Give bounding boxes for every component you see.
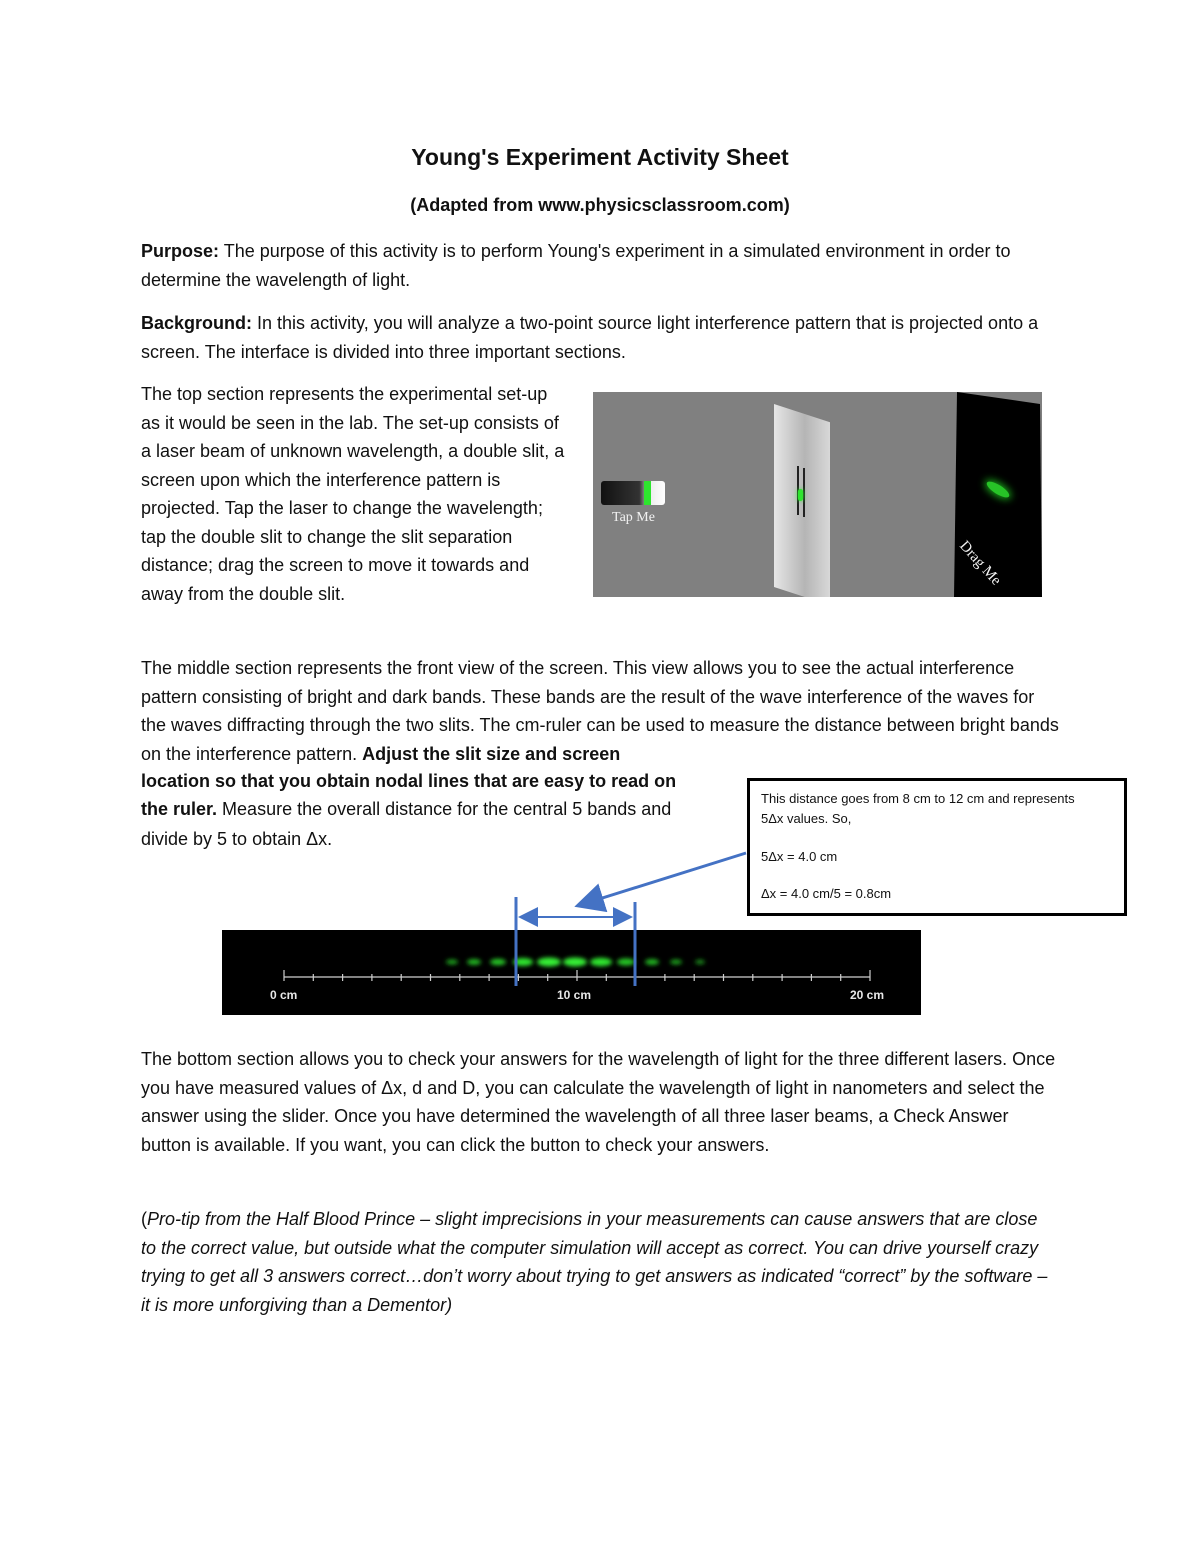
band: [590, 958, 612, 966]
top-section-paragraph: The top section represents the experimental set-up as it would be seen in the lab. The set-up consists of a laser beam of unknown wavelength, a double slit, a screen upon which the interference pattern is projected. Tap the laser to change the wavelength; tap the double slit to change the slit separation distance; drag the screen to move it towards and away from the double slit.: [141, 384, 565, 604]
middle-section-bold-2: location so that you obtain nodal lines that are easy to read on: [141, 771, 677, 791]
background-label: Background:: [141, 313, 253, 333]
screen-drag-label: Drag Me: [956, 538, 1004, 589]
page-title: Young's Experiment Activity Sheet: [411, 144, 789, 170]
callout-line-1: This distance goes from 8 cm to 12 cm and represents: [761, 791, 1075, 806]
page-subtitle: (Adapted from www.physicsclassroom.com): [410, 195, 790, 215]
callout-line-4: Δx = 4.0 cm/5 = 0.8cm: [761, 886, 892, 901]
experiment-setup-image: [593, 392, 1042, 597]
laser-tap-label: Tap Me: [612, 510, 655, 525]
band: [537, 958, 561, 967]
purpose-text: The purpose of this activity is to perform Young's experiment in a simulated environment in order to determine the wavelength of light.: [141, 241, 1011, 290]
purpose-paragraph: [141, 237, 1061, 294]
band: [563, 958, 587, 967]
ruler-ticks: [284, 970, 870, 981]
pro-tip-open-paren: (: [141, 1209, 147, 1229]
laser-device[interactable]: [601, 481, 665, 505]
bright-bands: [446, 958, 705, 967]
interference-pattern-ruler: [222, 930, 921, 1015]
bottom-section-paragraph: The bottom section allows you to check your answers for the wavelength of light for the three different lasers. Once you have measured values of Δx, d and D, you can calculate the wavelength of light in nanometers and select the answer using the slider. Once you have determined the wavelength of all three laser beams, a Check Answer button is available. If you want, you can click the button to check your answers.: [141, 1049, 1056, 1155]
band: [617, 958, 635, 965]
band: [645, 959, 659, 965]
band: [670, 960, 682, 965]
band: [695, 960, 705, 964]
middle-section-paragraph: [141, 654, 1061, 768]
middle-section-bold-3: the ruler.: [141, 799, 218, 819]
band: [490, 959, 506, 965]
ruler-label-10: 10 cm: [557, 988, 592, 1002]
laser-aperture: [644, 481, 651, 505]
band: [467, 959, 481, 965]
slit-beam-spot: [798, 489, 803, 501]
middle-section-bold-1: Adjust the slit size and screen: [362, 743, 621, 764]
pro-tip-paragraph: [141, 1205, 1051, 1319]
middle-section-divide-line: divide by 5 to obtain Δx.: [141, 829, 333, 849]
callout-pointer-arrow: [580, 853, 746, 905]
middle-section-measure-line: [141, 795, 741, 824]
middle-section-bold-line: [141, 767, 741, 796]
callout-line-2: 5Δx values. So,: [761, 811, 852, 826]
background-text: In this activity, you will analyze a two-point source light interference pattern that is projected onto a screen. The interface is divided into three important sections.: [141, 313, 1039, 362]
ruler-label-0: 0 cm: [270, 988, 298, 1002]
pro-tip-text: Pro-tip from the Half Blood Prince – slight imprecisions in your measurements can cause answers that are close to the correct value, but outside what the computer simulation will accept as correct. You can drive yourself crazy trying to get all 3 answers correct…don’t worry about trying to get answers as indicated “correct” by the software – it is more unforgiving than a Dementor): [141, 1209, 1048, 1315]
measurement-callout-box: [747, 778, 1127, 916]
band: [446, 960, 458, 965]
ruler-svg: [222, 930, 921, 1015]
callout-line-3: 5Δx = 4.0 cm: [761, 849, 838, 864]
middle-section-text-2: Measure the overall distance for the central 5 bands and: [222, 799, 672, 819]
purpose-label: Purpose:: [141, 241, 220, 261]
slit-right: [803, 468, 805, 517]
middle-section-text-1: The middle section represents the front view of the screen. This view allows you to see the actual interference pattern consisting of bright and dark bands. These bands are the result of the wave interference of the waves for the waves diffracting through the two slits. The cm-ruler can be used to measure the distance between bright bands on the interference pattern.: [141, 658, 1059, 764]
band: [513, 958, 533, 966]
background-paragraph: [141, 309, 1061, 366]
ruler-label-20: 20 cm: [850, 988, 885, 1002]
